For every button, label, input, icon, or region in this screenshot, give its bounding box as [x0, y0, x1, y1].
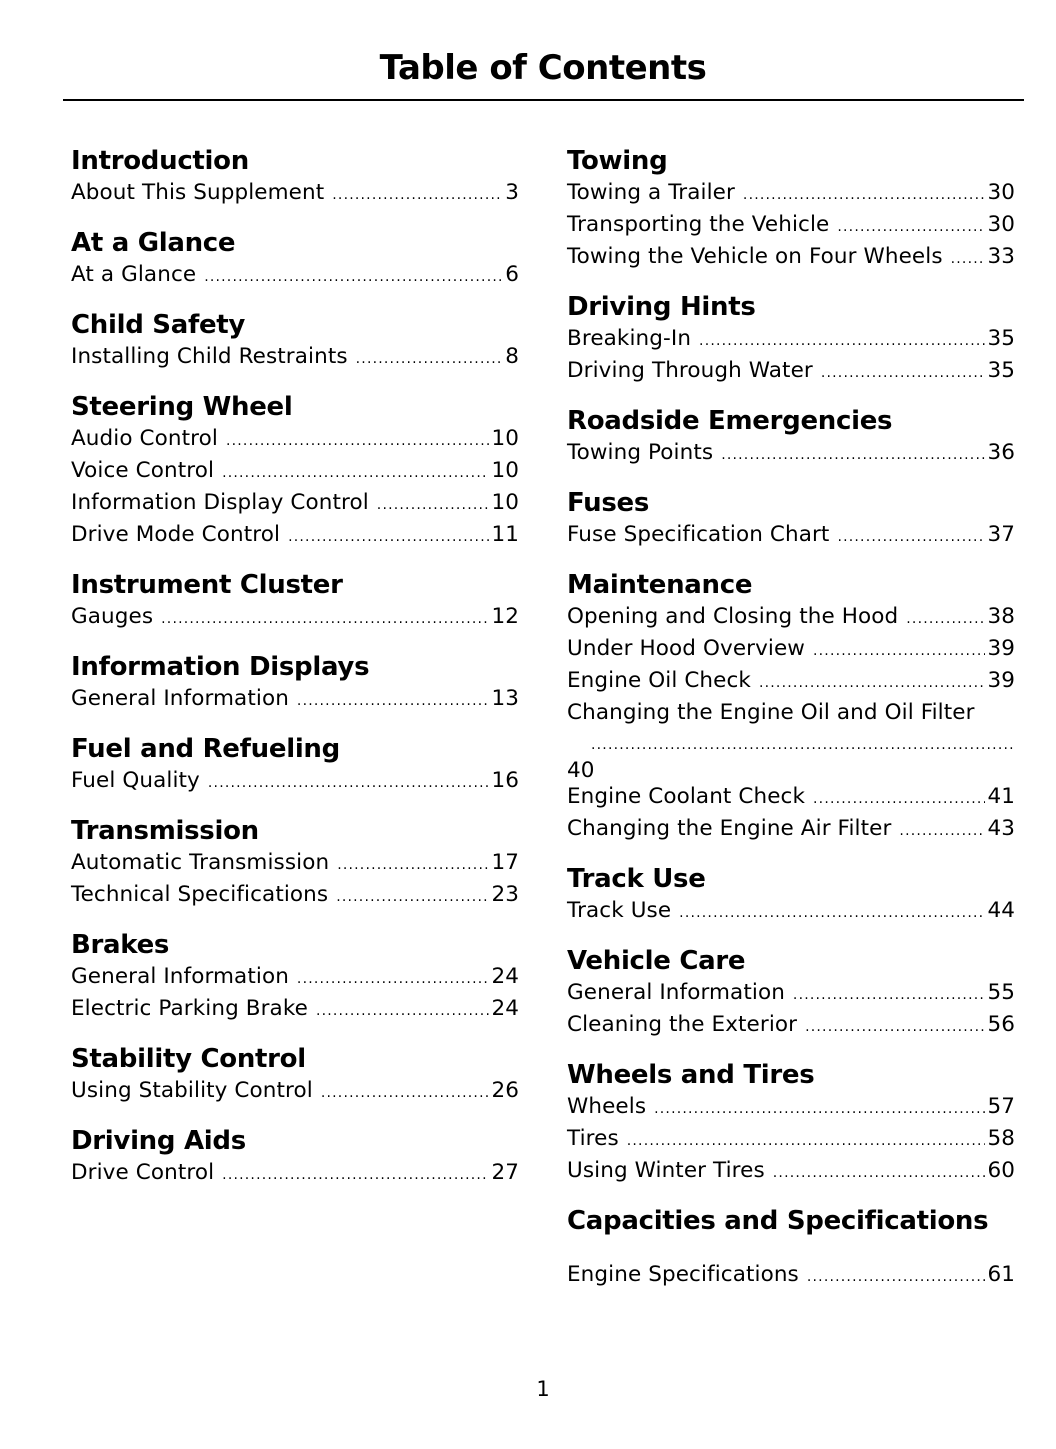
entry-page: 35: [987, 358, 1015, 383]
entry-page: 24: [491, 964, 519, 989]
entry-title: Towing Points: [567, 440, 714, 465]
entry-title: Gauges: [71, 604, 154, 629]
entry-page: 12: [491, 604, 519, 629]
dot-leader: [377, 488, 490, 520]
section-heading: Roadside Emergencies: [567, 406, 893, 436]
dot-leader: [161, 602, 489, 634]
entry-title: General Information: [567, 980, 785, 1005]
entry-title: Audio Control: [71, 426, 218, 451]
page-title: Table of Contents: [379, 48, 707, 88]
dot-leader: [807, 1260, 986, 1292]
dot-leader: [813, 634, 985, 666]
entry-page: 43: [987, 816, 1015, 841]
dot-leader: [699, 324, 985, 356]
section-heading: Driving Aids: [71, 1126, 246, 1156]
toc-entry[interactable]: [567, 520, 1015, 552]
entry-title: Engine Coolant Check: [567, 784, 806, 809]
toc-entry[interactable]: [567, 1010, 1015, 1042]
toc-entry[interactable]: [567, 1124, 1015, 1156]
toc-entry[interactable]: [567, 698, 1015, 782]
entry-title: Electric Parking Brake: [71, 996, 308, 1021]
entry-page: 13: [491, 686, 519, 711]
dot-leader: [805, 1010, 985, 1042]
entry-page: 39: [987, 636, 1015, 661]
entry-page: 39: [987, 668, 1015, 693]
section-heading: Towing: [567, 146, 668, 176]
toc-entry[interactable]: [71, 880, 519, 912]
toc-entry[interactable]: [71, 260, 519, 292]
toc-entry[interactable]: [71, 994, 519, 1026]
entry-page: 27: [491, 1160, 519, 1185]
toc-entry[interactable]: [71, 766, 519, 798]
entry-title: General Information: [71, 686, 289, 711]
entry-page: 10: [491, 426, 519, 451]
section-heading: Fuses: [567, 488, 650, 518]
entry-page: 17: [491, 850, 519, 875]
toc-entry[interactable]: [71, 488, 519, 520]
dot-leader: [679, 896, 985, 928]
section-heading: Introduction: [71, 146, 249, 176]
entry-page: 6: [505, 262, 519, 287]
section-heading: Child Safety: [71, 310, 246, 340]
dot-leader: [208, 766, 490, 798]
toc-right-column: [567, 144, 1015, 1308]
section-heading: Wheels and Tires: [567, 1060, 815, 1090]
entry-page: 57: [987, 1094, 1015, 1119]
toc-entry[interactable]: [567, 978, 1015, 1010]
section-heading: Vehicle Care: [567, 946, 746, 976]
entry-title: Under Hood Overview: [567, 636, 805, 661]
toc-entry[interactable]: [71, 1076, 519, 1108]
toc-section: [71, 390, 519, 552]
toc-section: [567, 290, 1015, 388]
entry-page: 30: [987, 212, 1015, 237]
entry-page: 33: [987, 244, 1015, 269]
entry-title: Technical Specifications: [71, 882, 329, 907]
toc-section: [567, 144, 1015, 274]
section-heading: Maintenance: [567, 570, 753, 600]
section-heading: At a Glance: [71, 228, 236, 258]
entry-title: Driving Through Water: [567, 358, 813, 383]
entry-page: 11: [491, 522, 519, 547]
entry-page: 58: [987, 1126, 1015, 1151]
toc-entry[interactable]: [71, 1158, 519, 1190]
entry-title: General Information: [71, 964, 289, 989]
dot-leader: [951, 242, 986, 274]
toc-section: [71, 732, 519, 798]
toc-entry[interactable]: [567, 242, 1015, 274]
entry-page: 37: [987, 522, 1015, 547]
toc-entry[interactable]: [567, 178, 1015, 210]
dot-leader: [356, 342, 504, 374]
entry-title: Voice Control: [71, 458, 215, 483]
entry-title: Opening and Closing the Hood: [567, 604, 899, 629]
section-heading: Stability Control: [71, 1044, 306, 1074]
toc-entry[interactable]: [71, 848, 519, 880]
toc-entry[interactable]: [567, 1092, 1015, 1124]
entry-page: 61: [987, 1262, 1015, 1287]
toc-section: [567, 404, 1015, 470]
dot-leader: [837, 210, 985, 242]
toc-section: [567, 862, 1015, 928]
entry-page: 24: [491, 996, 519, 1021]
entry-title: Breaking-In: [567, 326, 692, 351]
dot-leader: [321, 1076, 490, 1108]
entry-page: 8: [505, 344, 519, 369]
section-heading: Transmission: [71, 816, 259, 846]
entry-title: Using Stability Control: [71, 1078, 313, 1103]
toc-entry[interactable]: [71, 456, 519, 488]
dot-leader: [654, 1092, 985, 1124]
toc-entry[interactable]: [71, 520, 519, 552]
toc-entry[interactable]: [567, 1260, 1015, 1292]
entry-page: 16: [491, 768, 519, 793]
dot-leader: [906, 602, 985, 634]
entry-title: Fuse Specification Chart: [567, 522, 830, 547]
entry-page: 56: [987, 1012, 1015, 1037]
dot-leader: [837, 520, 985, 552]
entry-title: Engine Oil Check: [567, 668, 751, 693]
toc-entry[interactable]: [71, 684, 519, 716]
dot-leader: [332, 178, 503, 210]
toc-section: [71, 1124, 519, 1190]
toc-entry[interactable]: [567, 814, 1015, 846]
entry-page: 38: [987, 604, 1015, 629]
section-heading: Track Use: [567, 864, 706, 894]
toc-entry[interactable]: [567, 1156, 1015, 1188]
dot-leader: [222, 456, 489, 488]
entry-page: 60: [987, 1158, 1015, 1183]
entry-title: Towing a Trailer: [567, 180, 735, 205]
toc-section: [71, 568, 519, 634]
dot-leader: [793, 978, 986, 1010]
toc-section: [71, 928, 519, 1026]
entry-title: Using Winter Tires: [567, 1158, 765, 1183]
dot-leader: [204, 260, 503, 292]
entry-title: Cleaning the Exterior: [567, 1012, 798, 1037]
entry-page: 40: [567, 758, 595, 783]
entry-title: Information Display Control: [71, 490, 369, 515]
entry-title: Transporting the Vehicle: [567, 212, 830, 237]
toc-entry[interactable]: [71, 342, 519, 374]
toc-entry[interactable]: [71, 602, 519, 634]
entry-page: 30: [987, 180, 1015, 205]
toc-section: [71, 1042, 519, 1108]
entry-page: 36: [987, 440, 1015, 465]
toc-section: [567, 568, 1015, 846]
dot-leader: [288, 520, 489, 552]
dot-leader: [336, 880, 489, 912]
section-heading: Fuel and Refueling: [71, 734, 340, 764]
dot-leader: [222, 1158, 489, 1190]
entry-page: 23: [491, 882, 519, 907]
entry-title: Automatic Transmission: [71, 850, 330, 875]
toc-entry[interactable]: [567, 666, 1015, 698]
toc-entry[interactable]: [71, 178, 519, 210]
toc-section: [71, 650, 519, 716]
entry-title: About This Supplement: [71, 180, 325, 205]
entry-page: 10: [491, 490, 519, 515]
section-heading: Capacities and Specifications: [567, 1206, 989, 1236]
toc-section: [71, 226, 519, 292]
entry-title: Changing the Engine Air Filter: [567, 816, 892, 841]
toc-section: [71, 814, 519, 912]
toc-entry[interactable]: [567, 356, 1015, 388]
toc-entry[interactable]: [71, 962, 519, 994]
entry-page: 26: [491, 1078, 519, 1103]
entry-page: 10: [491, 458, 519, 483]
entry-title: Changing the Engine Oil and Oil Filter: [567, 700, 975, 725]
entry-page: 41: [987, 784, 1015, 809]
entry-page: 35: [987, 326, 1015, 351]
section-heading: Driving Hints: [567, 292, 756, 322]
toc-left-column: [71, 144, 519, 1206]
entry-title: Installing Child Restraints: [71, 344, 348, 369]
toc-entry[interactable]: [567, 438, 1015, 470]
toc-entry[interactable]: [567, 210, 1015, 242]
toc-entry[interactable]: [567, 896, 1015, 928]
entry-title: Drive Control: [71, 1160, 215, 1185]
dot-leader: [899, 814, 985, 846]
dot-leader: [297, 962, 490, 994]
section-heading: Brakes: [71, 930, 170, 960]
entry-title: Wheels: [567, 1094, 647, 1119]
dot-leader: [226, 424, 489, 456]
dot-leader: [743, 178, 986, 210]
dot-leader: [721, 438, 985, 470]
toc-section: [567, 944, 1015, 1042]
toc-entry[interactable]: [567, 782, 1015, 814]
section-heading: Instrument Cluster: [71, 570, 343, 600]
dot-leader: [337, 848, 489, 880]
toc-entry[interactable]: [567, 324, 1015, 356]
section-heading: Steering Wheel: [71, 392, 293, 422]
dot-leader: [773, 1156, 986, 1188]
entry-title: Track Use: [567, 898, 672, 923]
entry-page: 55: [987, 980, 1015, 1005]
entry-page: 44: [987, 898, 1015, 923]
toc-entry[interactable]: [567, 602, 1015, 634]
entry-title: Fuel Quality: [71, 768, 200, 793]
section-heading: Information Displays: [71, 652, 370, 682]
entry-title: Towing the Vehicle on Four Wheels: [567, 244, 943, 269]
dot-leader: [316, 994, 490, 1026]
dot-leader: [297, 684, 490, 716]
toc-section: [71, 308, 519, 374]
dot-leader: [813, 782, 985, 814]
dot-leader: [591, 728, 1013, 760]
toc-section: [71, 144, 519, 210]
entry-title: Drive Mode Control: [71, 522, 281, 547]
page-number: 1: [536, 1377, 550, 1401]
toc-section: [567, 486, 1015, 552]
dot-leader: [759, 666, 985, 698]
entry-title: At a Glance: [71, 262, 197, 287]
entry-title: Tires: [567, 1126, 619, 1151]
title-divider: [63, 99, 1024, 101]
toc-section: [567, 1204, 1015, 1292]
dot-leader: [627, 1124, 986, 1156]
toc-section: [567, 1058, 1015, 1188]
dot-leader: [821, 356, 986, 388]
entry-page: 3: [505, 180, 519, 205]
entry-title: Engine Specifications: [567, 1262, 799, 1287]
toc-entry[interactable]: [71, 424, 519, 456]
toc-entry[interactable]: [567, 634, 1015, 666]
